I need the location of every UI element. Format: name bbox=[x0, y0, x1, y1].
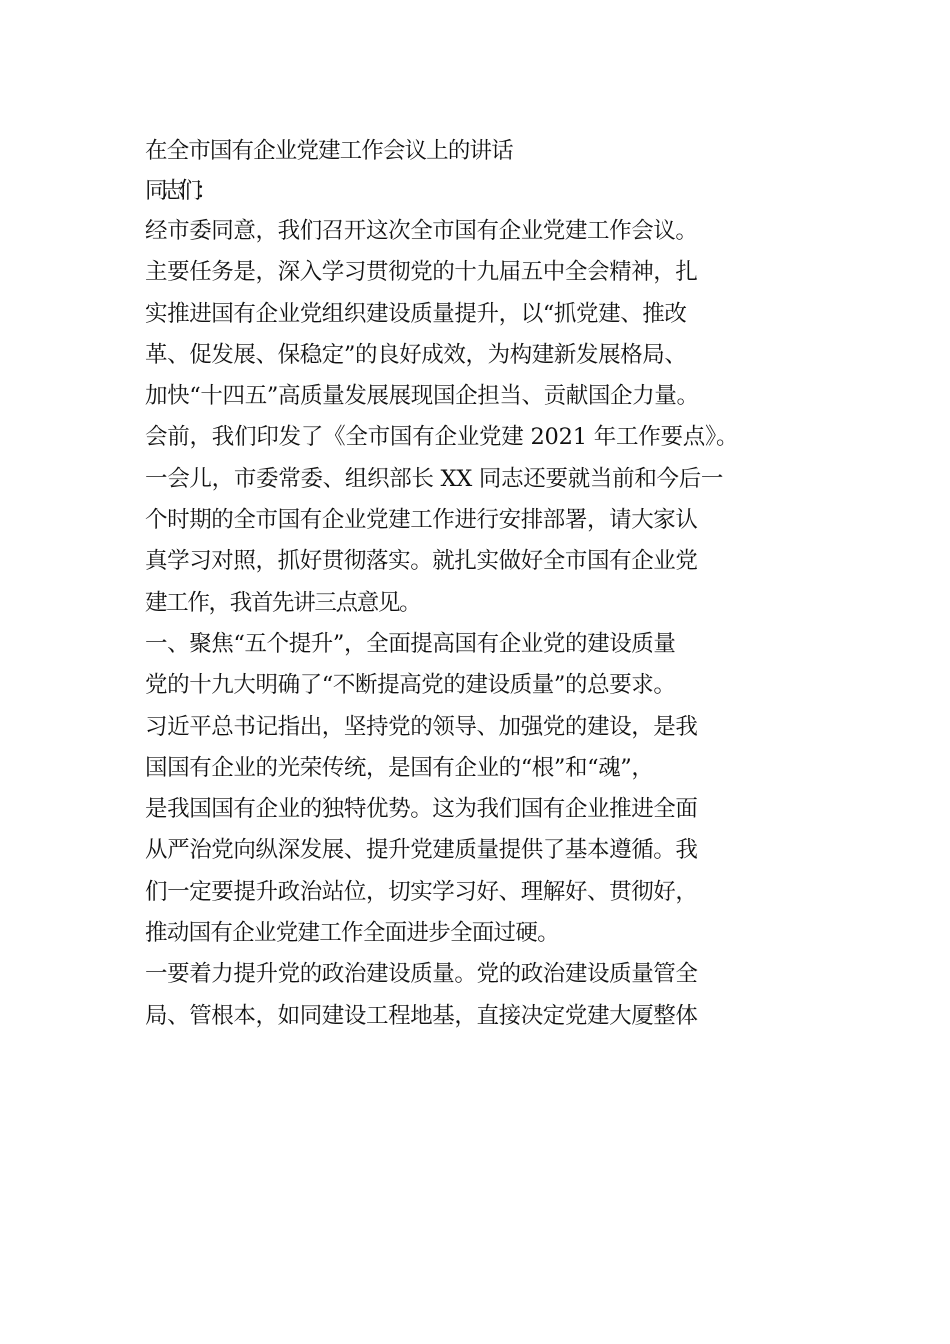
section-heading: 一、聚焦“五个提升”，全面提高国有企业党的建设质量 bbox=[145, 630, 676, 657]
salutation: 同志们： bbox=[145, 177, 213, 204]
text-line: 个时期的全市国有企业党建工作进行安排部署，请大家认 bbox=[145, 507, 698, 534]
text-line: 加快“十四五”高质量发展展现国企担当、贡献国企力量。 bbox=[145, 383, 699, 410]
text-line: 党的十九大明确了“不断提高党的建设质量”的总要求。 bbox=[145, 672, 676, 699]
document-body bbox=[145, 132, 825, 1037]
text-line: 实推进国有企业党组织建设质量提升，以“抓党建、推改 bbox=[145, 300, 687, 327]
text-line: 一要着力提升党的政治建设质量。党的政治建设质量管全 bbox=[145, 961, 698, 988]
text-line: 一会儿，市委常委、组织部长 XX 同志还要就当前和今后一 bbox=[145, 465, 724, 492]
text-line: 真学习对照，抓好贯彻落实。就扎实做好全市国有企业党 bbox=[145, 548, 698, 575]
text-line: 革、促发展、保稳定”的良好成效，为构建新发展格局、 bbox=[145, 341, 687, 368]
text-line: 局、管根本，如同建设工程地基，直接决定党建大厦整体 bbox=[145, 1002, 698, 1029]
text-line: 推动国有企业党建工作全面进步全面过硬。 bbox=[145, 920, 559, 947]
text-line: 们一定要提升政治站位，切实学习好、理解好、贯彻好， bbox=[145, 878, 698, 905]
text-line: 主要任务是，深入学习贯彻党的十九届五中全会精神，扎 bbox=[145, 259, 698, 286]
text-line: 建工作，我首先讲三点意见。 bbox=[145, 589, 421, 616]
text-line: 会前，我们印发了《全市国有企业党建 2021 年工作要点》。 bbox=[145, 424, 739, 451]
text-line: 从严治党向纵深发展、提升党建质量提供了基本遵循。我 bbox=[145, 837, 698, 864]
text-line: 习近平总书记指出，坚持党的领导、加强党的建设，是我 bbox=[145, 713, 698, 740]
text-line: 经市委同意，我们召开这次全市国有企业党建工作会议。 bbox=[145, 218, 698, 244]
text-line: 是我国国有企业的独特优势。这为我们国有企业推进全面 bbox=[145, 796, 698, 823]
document-title: 在全市国有企业党建工作会议上的讲话 bbox=[145, 138, 513, 164]
text-line: 国国有企业的光荣传统，是国有企业的“根”和“魂”， bbox=[145, 754, 654, 781]
